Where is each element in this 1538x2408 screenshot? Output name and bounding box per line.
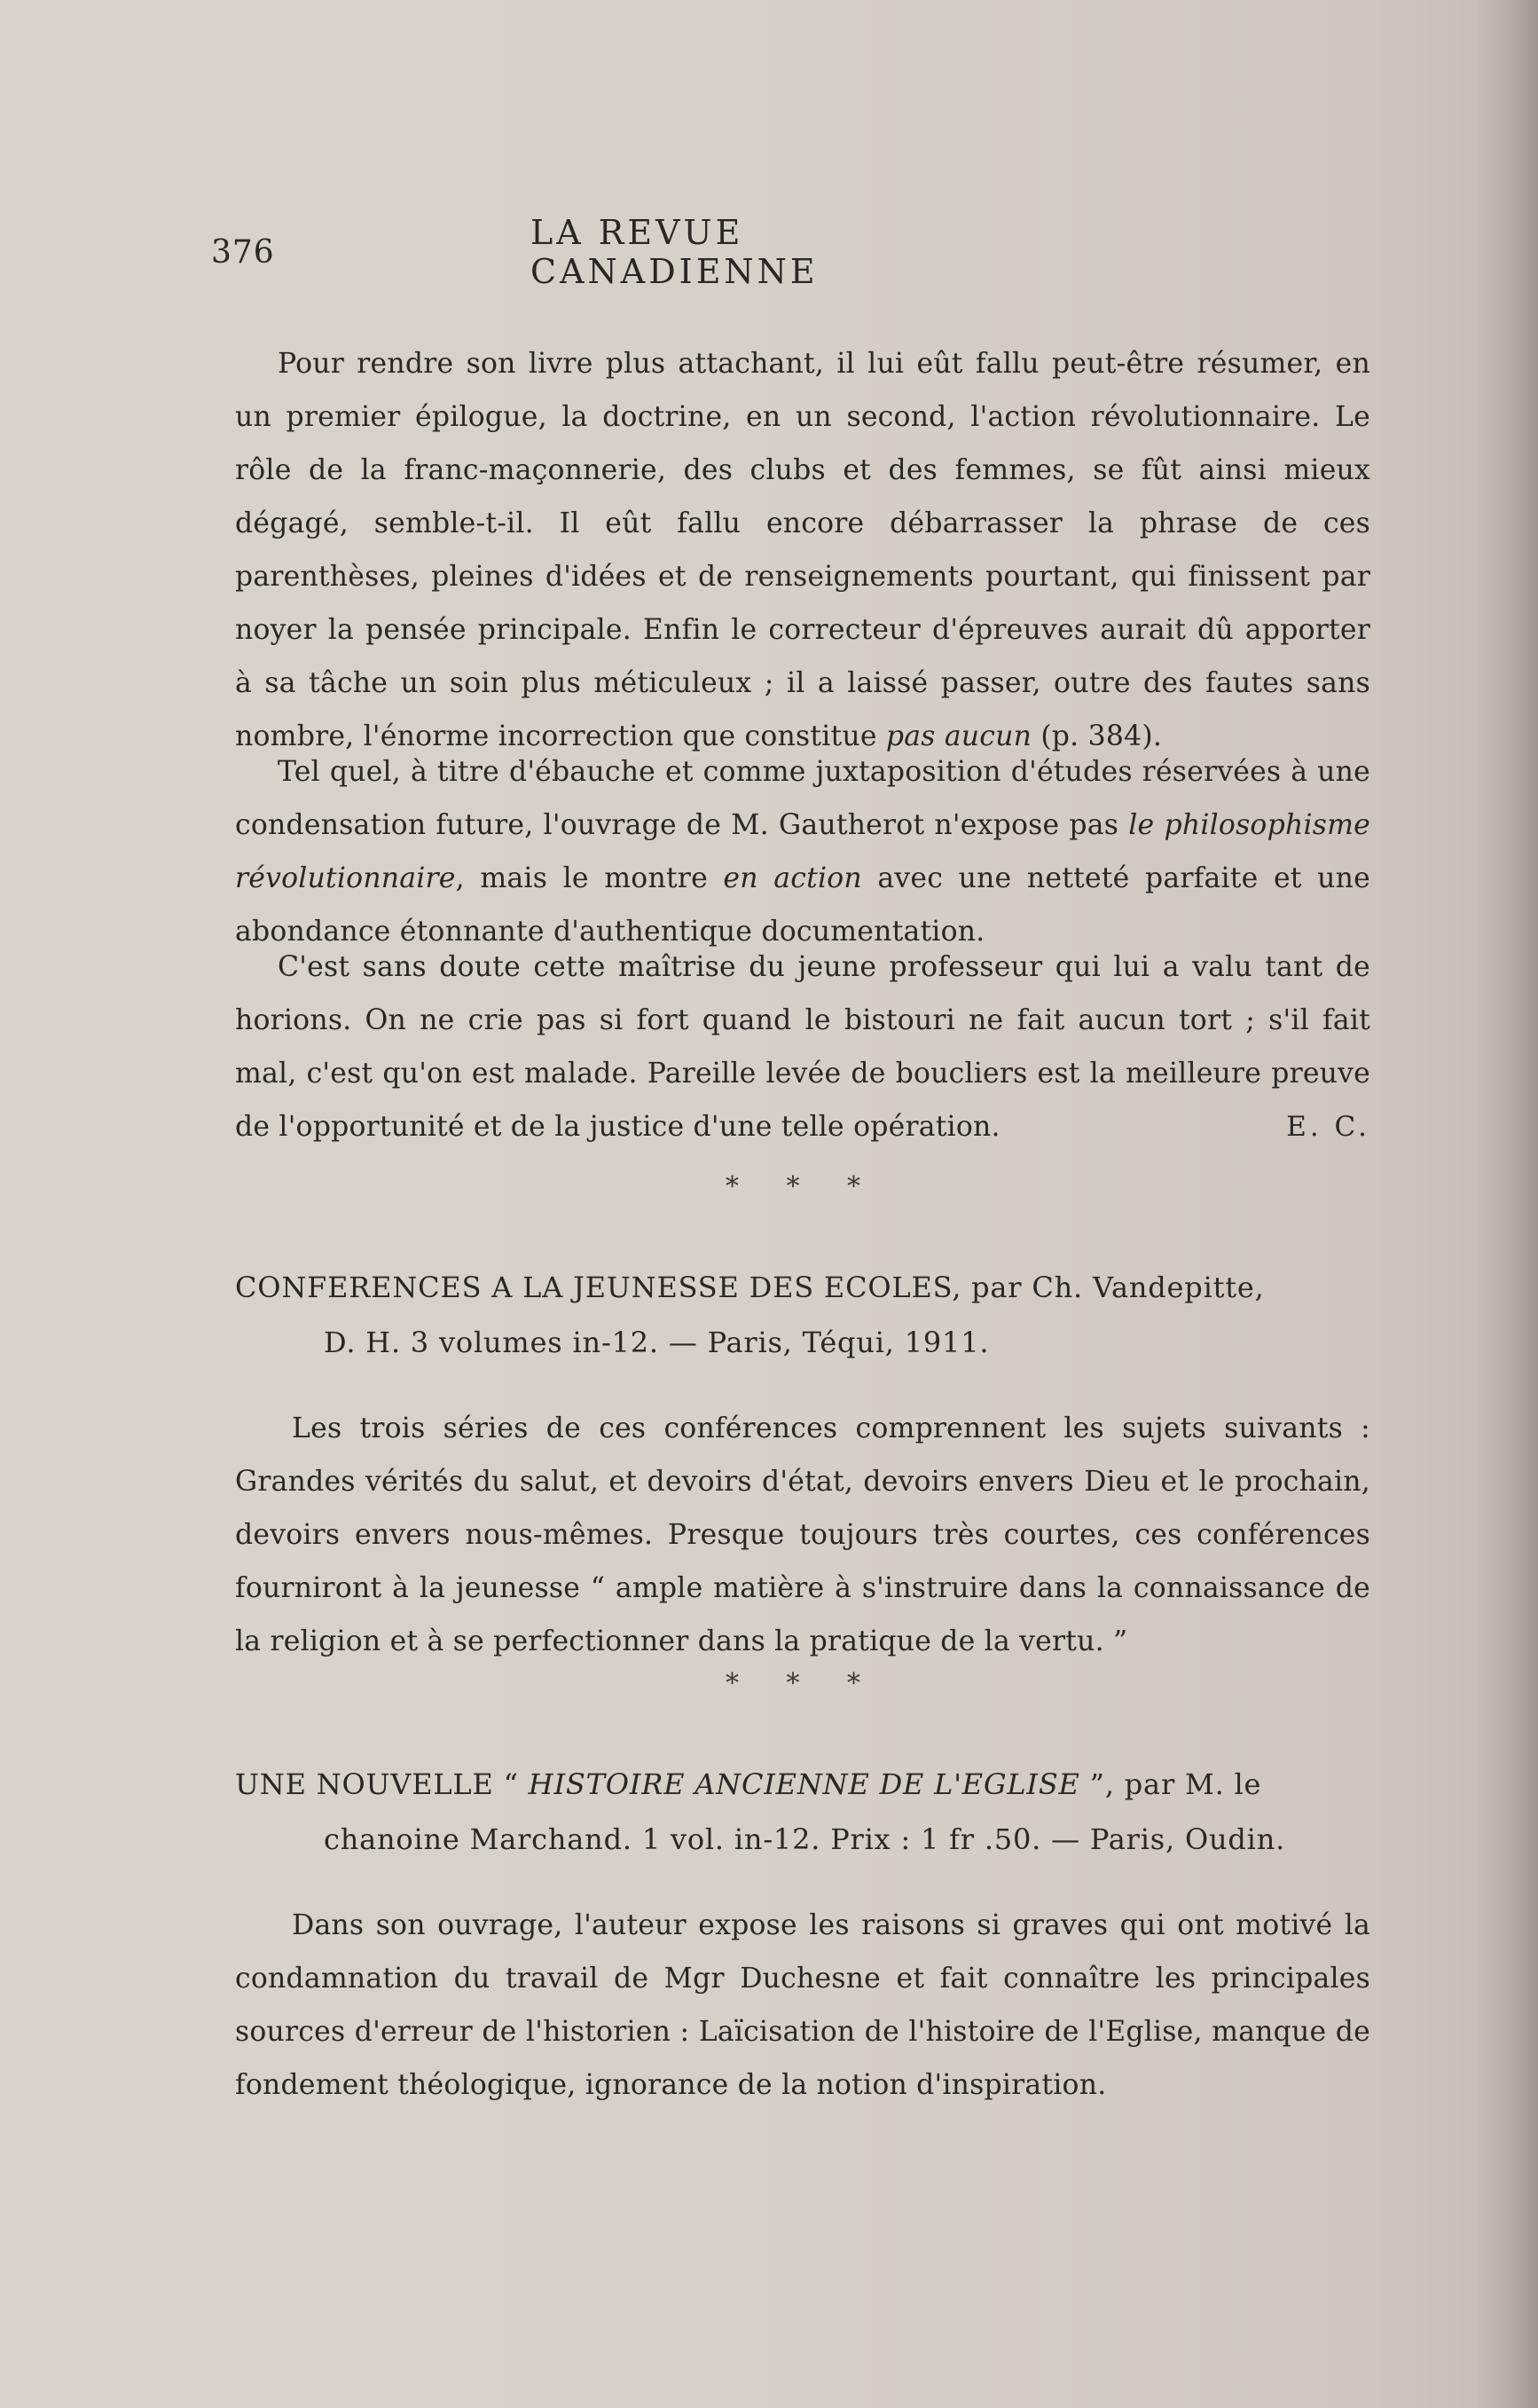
review3-heading <box>235 1757 1388 1867</box>
review3-body: Dans son ouvrage, l'auteur expose les raisons si graves qui ont motivé la condamnation du travail de Mgr Duchesne et fait connaître les principales sources d'erreur de l'historien : Laïcisation de l'histoire de l'Eglise, manque de fondement théologique, ignorance de la notion d'inspiration. <box>235 1909 1370 2101</box>
italic-phrase: le philosophisme révolutionnaire <box>235 809 1370 894</box>
review1-paragraph-3: C'est sans doute cette maîtrise du jeune professeur qui lui a valu tant de horions. On ne crie pas si fort quand le bistouri ne fait aucun tort ; s'il fait mal, c'est qu'on est malade. Pareille levée de boucliers est la meilleure preuve de l'opportunité et de la justice d'une telle opération. <box>235 951 1370 1143</box>
italic-phrase: pas aucun <box>885 720 1032 752</box>
italic-title: HISTOIRE ANCIENNE DE L'EGLISE <box>528 1767 1080 1801</box>
signature: E. C. <box>1286 1111 1370 1143</box>
page-header <box>211 213 1027 291</box>
page-number: 376 <box>211 234 275 271</box>
section-separator: * * * <box>725 1668 881 1699</box>
review2-heading-line2: D. H. 3 volumes in-12. — Paris, Téqui, 1911. <box>324 1326 990 1359</box>
review1-paragraph-1: Pour rendre son livre plus attachant, il lui eût fallu peut-être résumer, en un premier épilogue, la doctrine, en un second, l'action révolutionnaire. Le rôle de la franc-maçonnerie, des clubs et des femmes, se fût ainsi mieux dégagé, semble-t-il. Il eût fallu encore débarrasser la phrase de ces parenthèses, pleines d'idées et de renseignements pourtant, qui finissent par noyer la pensée principale. Enfin le correcteur d'épreuves aurait dû apporter à sa tâche un soin plus méticuleux ; il a laissé passer, outre des fautes sans nombre, l'énorme incorrection que constitue pas aucun (p. 384). <box>235 348 1370 752</box>
section-separator: * * * <box>725 1171 881 1202</box>
page-edge-shadow <box>1476 0 1538 2408</box>
review2-body: Les trois séries de ces conférences comprennent les sujets suivants : Grandes vérités du salut, et devoirs d'état, devoirs envers Dieu et le prochain, devoirs envers nous-mêmes. Presque toujours très courtes, ces conférences fourniront à la jeunesse “ ample matière à s'instruire dans la connaissance de la religion et à se perfectionner dans la pratique de la vertu. ” <box>235 1413 1370 1657</box>
review1-paragraph-2: Tel quel, à titre d'ébauche et comme juxtaposition d'études réservées à une condensation future, l'ouvrage de M. Gautherot n'expose pas le philosophisme révolutionnaire, mais le montre en action avec une netteté parfaite et une abondance étonnante d'authentique documentation. <box>235 756 1370 948</box>
review2-heading <box>235 1260 1388 1370</box>
review3-heading-line1: UNE NOUVELLE “ HISTOIRE ANCIENNE DE L'EGLISE ”, par M. le <box>235 1767 1262 1801</box>
italic-phrase: en action <box>723 862 862 894</box>
review2-heading-line1: CONFERENCES A LA JEUNESSE DES ECOLES, par Ch. Vandepitte, <box>235 1271 1265 1304</box>
review3-heading-line2: chanoine Marchand. 1 vol. in-12. Prix : 1 fr .50. — Paris, Oudin. <box>324 1822 1286 1856</box>
running-title: LA REVUE CANADIENNE <box>530 213 819 291</box>
